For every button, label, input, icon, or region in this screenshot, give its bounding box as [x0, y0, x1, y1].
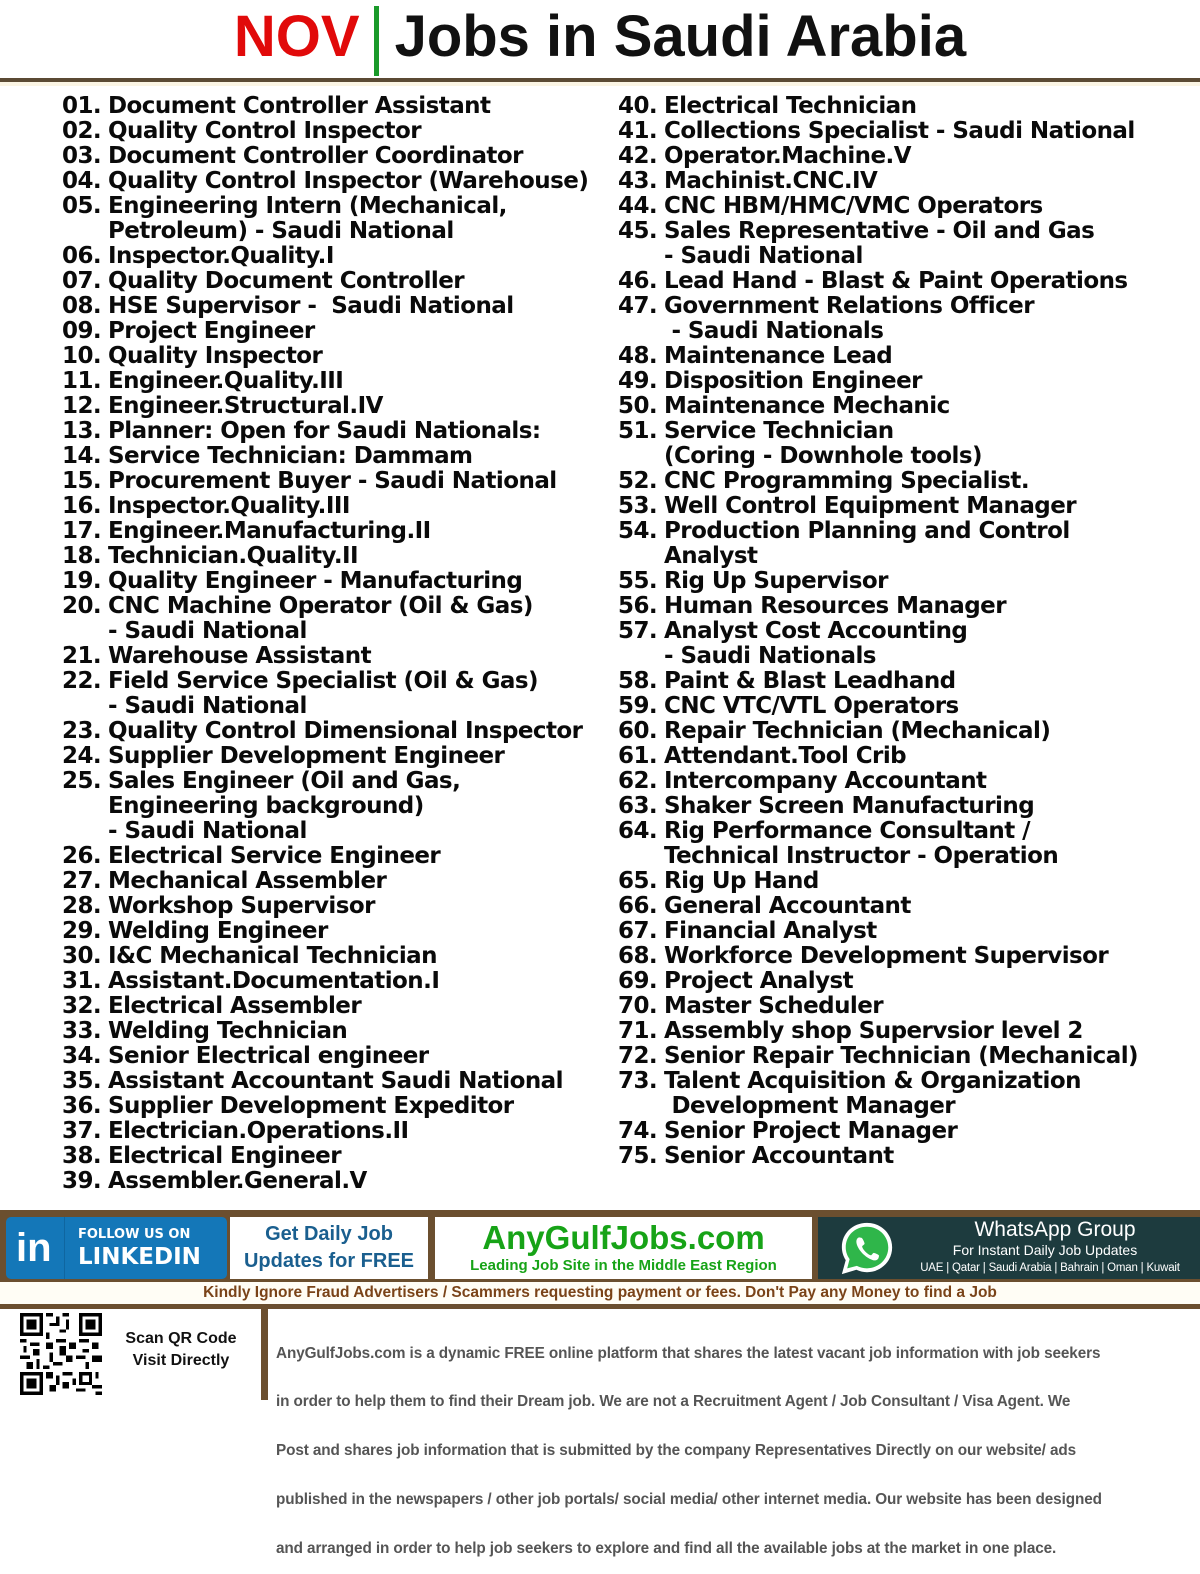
footer-vertical-divider — [261, 1309, 268, 1400]
qr-label-line2: Visit Directly — [132, 1352, 230, 1369]
job-title: - Saudi National — [108, 618, 307, 644]
job-number: 70. — [618, 993, 658, 1019]
job-number: 04. — [62, 168, 102, 194]
job-number: 16. — [62, 493, 102, 519]
job-list-item — [62, 669, 610, 694]
job-list-item — [618, 569, 1193, 594]
job-title: Assistant.Documentation.I — [108, 968, 440, 994]
job-number: 48. — [618, 343, 658, 369]
job-title: - Saudi National — [108, 693, 307, 719]
job-number: 72. — [618, 1043, 658, 1069]
job-title: I&C Mechanical Technician — [108, 943, 437, 969]
job-number: 64. — [618, 818, 658, 844]
job-list-item — [62, 1144, 610, 1169]
job-list-item — [618, 94, 1193, 119]
job-list-item — [618, 344, 1193, 369]
job-title: Well Control Equipment Manager — [664, 493, 1077, 519]
job-list-item — [62, 469, 610, 494]
job-title: Procurement Buyer - Saudi National — [108, 468, 557, 494]
job-number: 61. — [618, 743, 658, 769]
job-list-item — [62, 644, 610, 669]
job-title: Inspector.Quality.III — [108, 493, 350, 519]
site-logo-link[interactable] — [435, 1217, 812, 1279]
job-title: Assembler.General.V — [108, 1168, 367, 1194]
job-title: Electrical Service Engineer — [108, 843, 441, 869]
job-title: Service Technician — [664, 418, 894, 444]
job-title: Petroleum) - Saudi National — [108, 218, 454, 244]
job-title: Inspector.Quality.I — [108, 243, 334, 269]
job-number: 28. — [62, 893, 102, 919]
job-number: 55. — [618, 568, 658, 594]
job-title: CNC VTC/VTL Operators — [664, 693, 959, 719]
job-title: Project Engineer — [108, 318, 315, 344]
job-number: 33. — [62, 1018, 102, 1044]
job-title: Electrician.Operations.II — [108, 1118, 409, 1144]
job-number — [62, 219, 108, 244]
job-title: HSE Supervisor - Saudi National — [108, 293, 514, 319]
job-number: 14. — [62, 443, 102, 469]
job-number: 40. — [618, 93, 658, 119]
job-number: 29. — [62, 918, 102, 944]
job-list-item — [62, 194, 610, 219]
job-list-item — [62, 1119, 610, 1144]
job-list-item — [62, 869, 610, 894]
job-number: 50. — [618, 393, 658, 419]
company-brand: NOV — [233, 4, 360, 69]
job-number: 34. — [62, 1043, 102, 1069]
job-number: 47. — [618, 293, 658, 319]
job-list-item — [618, 1019, 1193, 1044]
job-list-item — [62, 994, 610, 1019]
whatsapp-title: WhatsApp Group — [974, 1218, 1136, 1241]
job-list-item — [62, 494, 610, 519]
linkedin-divider — [64, 1217, 65, 1279]
job-list-item — [618, 869, 1193, 894]
job-number: 05. — [62, 193, 102, 219]
job-title: Engineering Intern (Mechanical, — [108, 193, 507, 219]
job-title: Attendant.Tool Crib — [664, 743, 907, 769]
job-number: 46. — [618, 268, 658, 294]
job-number: 35. — [62, 1068, 102, 1094]
job-list-item — [62, 1094, 610, 1119]
job-list-item — [618, 619, 1193, 644]
job-number: 37. — [62, 1118, 102, 1144]
job-number: 07. — [62, 268, 102, 294]
job-number: 67. — [618, 918, 658, 944]
job-number: 42. — [618, 143, 658, 169]
job-number: 17. — [62, 518, 102, 544]
job-number: 44. — [618, 193, 658, 219]
job-list-item-continuation — [62, 619, 610, 644]
title-separator — [374, 6, 379, 76]
job-number: 08. — [62, 293, 102, 319]
job-number: 23. — [62, 718, 102, 744]
job-number: 75. — [618, 1143, 658, 1169]
job-title: Government Relations Officer — [664, 293, 1035, 319]
job-number — [62, 819, 108, 844]
disclaimer-line: in order to help them to find their Dream job. We are not a Recruitment Agent / Job Consultant / Visa Agent. We — [276, 1393, 1071, 1411]
job-list-item — [618, 119, 1193, 144]
job-list-item-continuation — [618, 444, 1193, 469]
job-number: 63. — [618, 793, 658, 819]
linkedin-follow-label: FOLLOW US ON — [78, 1227, 191, 1242]
job-number: 62. — [618, 768, 658, 794]
job-title: Senior Repair Technician (Mechanical) — [664, 1043, 1139, 1069]
job-title: Project Analyst — [664, 968, 854, 994]
job-list-item-continuation — [618, 319, 1193, 344]
page-heading: Jobs in Saudi Arabia — [394, 4, 967, 69]
job-number: 53. — [618, 493, 658, 519]
job-number: 54. — [618, 518, 658, 544]
job-title: Sales Representative - Oil and Gas — [664, 218, 1095, 244]
job-title: - Saudi National — [108, 818, 307, 844]
job-number: 36. — [62, 1093, 102, 1119]
job-title: Senior Electrical engineer — [108, 1043, 429, 1069]
job-title: Quality Document Controller — [108, 268, 465, 294]
job-title: Service Technician: Dammam — [108, 443, 473, 469]
job-list-item-continuation — [618, 644, 1193, 669]
job-title: Maintenance Lead — [664, 343, 893, 369]
job-list-item-continuation — [618, 844, 1193, 869]
job-number — [618, 544, 664, 569]
job-list-item-continuation — [62, 694, 610, 719]
job-number: 21. — [62, 643, 102, 669]
job-number — [62, 694, 108, 719]
job-title: CNC Programming Specialist. — [664, 468, 1030, 494]
job-list-item — [618, 1119, 1193, 1144]
job-title: Document Controller Assistant — [108, 93, 491, 119]
job-list-item — [618, 769, 1193, 794]
job-title: Quality Control Dimensional Inspector — [108, 718, 583, 744]
job-list-item — [618, 419, 1193, 444]
job-title: Talent Acquisition & Organization — [664, 1068, 1081, 1094]
job-list-item-continuation — [62, 219, 610, 244]
job-title: Rig Performance Consultant / — [664, 818, 1031, 844]
job-number: 24. — [62, 743, 102, 769]
job-title: Engineer.Structural.IV — [108, 393, 383, 419]
job-title: Engineer.Quality.III — [108, 368, 344, 394]
job-list-item — [62, 969, 610, 994]
disclaimer-line: published in the newspapers / other job portals/ social media/ other internet media. Our website has been designed — [276, 1491, 1102, 1509]
job-list-item — [618, 1069, 1193, 1094]
job-title: Supplier Development Engineer — [108, 743, 505, 769]
job-number: 68. — [618, 943, 658, 969]
fraud-warning: Kindly Ignore Fraud Advertisers / Scammers requesting payment or fees. Don't Pay any Money to find a Job — [0, 1282, 1200, 1304]
job-number: 49. — [618, 368, 658, 394]
job-number: 41. — [618, 118, 658, 144]
job-number: 15. — [62, 468, 102, 494]
job-list-item — [618, 369, 1193, 394]
job-list-item — [62, 569, 610, 594]
job-list-item — [618, 294, 1193, 319]
job-number: 39. — [62, 1168, 102, 1194]
job-number — [618, 244, 664, 269]
linkedin-label: LINKEDIN — [78, 1244, 201, 1270]
job-list-item — [62, 144, 610, 169]
job-title: Production Planning and Control — [664, 518, 1070, 544]
site-name: AnyGulfJobs.com — [482, 1219, 765, 1256]
job-number: 45. — [618, 218, 658, 244]
whatsapp-group-button[interactable] — [818, 1217, 1200, 1279]
job-number: 01. — [62, 93, 102, 119]
job-number: 25. — [62, 768, 102, 794]
job-number: 65. — [618, 868, 658, 894]
job-title: Paint & Blast Leadhand — [664, 668, 956, 694]
job-title: Quality Control Inspector (Warehouse) — [108, 168, 589, 194]
job-number: 27. — [62, 868, 102, 894]
job-number: 11. — [62, 368, 102, 394]
job-title: Assistant Accountant Saudi National — [108, 1068, 563, 1094]
daily-updates-line1: Get Daily Job — [265, 1223, 393, 1245]
job-list-item — [62, 944, 610, 969]
job-title: Operator.Machine.V — [664, 143, 911, 169]
job-list-item — [618, 594, 1193, 619]
job-list-item — [618, 1144, 1193, 1169]
job-list-item — [62, 119, 610, 144]
whatsapp-subtitle: For Instant Daily Job Updates — [952, 1242, 1138, 1258]
job-title: Rig Up Hand — [664, 868, 819, 894]
job-title: Maintenance Mechanic — [664, 393, 950, 419]
job-number: 02. — [62, 118, 102, 144]
promo-banner — [0, 1214, 1200, 1282]
job-list-item — [62, 1044, 610, 1069]
linkedin-follow-button[interactable] — [6, 1217, 227, 1279]
job-list-item — [62, 919, 610, 944]
job-list-item — [618, 819, 1193, 844]
qr-code-icon[interactable] — [20, 1313, 102, 1395]
job-list-item — [62, 1169, 610, 1194]
job-number: 30. — [62, 943, 102, 969]
job-list-item — [618, 794, 1193, 819]
whatsapp-icon — [838, 1220, 896, 1278]
job-title: Development Manager — [664, 1093, 956, 1119]
job-title: Engineer.Manufacturing.II — [108, 518, 431, 544]
footer-divider — [0, 1304, 1200, 1309]
job-number: 13. — [62, 418, 102, 444]
job-list-item — [62, 319, 610, 344]
job-number: 26. — [62, 843, 102, 869]
whatsapp-countries: UAE | Qatar | Saudi Arabia | Bahrain | Oman | Kuwait — [920, 1262, 1180, 1274]
job-title: Repair Technician (Mechanical) — [664, 718, 1051, 744]
job-list-item — [62, 169, 610, 194]
job-number: 66. — [618, 893, 658, 919]
job-number: 56. — [618, 593, 658, 619]
job-number: 74. — [618, 1118, 658, 1144]
job-list-item — [618, 894, 1193, 919]
job-title: Welding Engineer — [108, 918, 328, 944]
job-number — [618, 319, 664, 344]
job-number: 31. — [62, 968, 102, 994]
job-title: Warehouse Assistant — [108, 643, 372, 669]
job-title: - Saudi Nationals — [664, 643, 876, 669]
job-title: - Saudi Nationals — [664, 318, 884, 344]
job-number: 20. — [62, 593, 102, 619]
job-list-left — [62, 94, 610, 1194]
job-title: Workshop Supervisor — [108, 893, 375, 919]
job-list-item — [62, 1019, 610, 1044]
job-number: 03. — [62, 143, 102, 169]
job-title: Document Controller Coordinator — [108, 143, 523, 169]
job-list-item — [618, 969, 1193, 994]
job-list-item — [618, 469, 1193, 494]
job-number — [618, 844, 664, 869]
job-list-item — [62, 744, 610, 769]
job-title: Engineering background) — [108, 793, 424, 819]
job-title: Analyst Cost Accounting — [664, 618, 968, 644]
job-number: 52. — [618, 468, 658, 494]
job-list-item — [62, 844, 610, 869]
job-title: Workforce Development Supervisor — [664, 943, 1109, 969]
job-list-item — [62, 544, 610, 569]
job-title: Electrical Engineer — [108, 1143, 341, 1169]
job-title: Electrical Assembler — [108, 993, 362, 1019]
job-title: - Saudi National — [664, 243, 863, 269]
job-number — [618, 1094, 664, 1119]
job-title: Shaker Screen Manufacturing — [664, 793, 1035, 819]
job-number: 32. — [62, 993, 102, 1019]
job-title: Welding Technician — [108, 1018, 348, 1044]
job-list-item — [618, 744, 1193, 769]
job-title: CNC HBM/HMC/VMC Operators — [664, 193, 1043, 219]
job-list-item — [62, 594, 610, 619]
job-title: Machinist.CNC.IV — [664, 168, 878, 194]
job-title: Collections Specialist - Saudi National — [664, 118, 1135, 144]
job-title: Electrical Technician — [664, 93, 917, 119]
job-list-item — [62, 244, 610, 269]
job-list-item-continuation — [618, 244, 1193, 269]
job-title: Sales Engineer (Oil and Gas, — [108, 768, 461, 794]
job-list-item — [618, 394, 1193, 419]
job-list-item — [618, 669, 1193, 694]
job-list-item-continuation — [618, 1094, 1193, 1119]
job-title: Intercompany Accountant — [664, 768, 987, 794]
job-list-item — [62, 719, 610, 744]
job-title: Planner: Open for Saudi Nationals: — [108, 418, 541, 444]
job-list-item — [62, 294, 610, 319]
linkedin-icon: in — [16, 1226, 52, 1270]
job-list-item — [62, 519, 610, 544]
job-list-item — [618, 269, 1193, 294]
job-number: 10. — [62, 343, 102, 369]
job-number — [618, 444, 664, 469]
job-title: Lead Hand - Blast & Paint Operations — [664, 268, 1128, 294]
job-title: (Coring - Downhole tools) — [664, 443, 982, 469]
job-list-item — [618, 694, 1193, 719]
page-title — [0, 2, 1200, 76]
disclaimer-text — [276, 1313, 1196, 1574]
job-title: Field Service Specialist (Oil & Gas) — [108, 668, 539, 694]
job-title: CNC Machine Operator (Oil & Gas) — [108, 593, 533, 619]
job-title: Analyst — [664, 543, 758, 569]
job-list-item — [618, 919, 1193, 944]
job-list-item-continuation — [62, 794, 610, 819]
daily-updates-box — [230, 1217, 428, 1279]
job-list-item — [618, 494, 1193, 519]
job-list-item-continuation — [62, 819, 610, 844]
site-tagline: Leading Job Site in the Middle East Region — [470, 1257, 777, 1274]
qr-label-line1: Scan QR Code — [125, 1330, 237, 1347]
job-number: 12. — [62, 393, 102, 419]
job-number: 19. — [62, 568, 102, 594]
job-list-item — [62, 94, 610, 119]
header-divider-shadow — [0, 82, 1200, 86]
daily-updates-line2: Updates for FREE — [243, 1250, 415, 1272]
job-title: Human Resources Manager — [664, 593, 1006, 619]
job-title: Quality Engineer - Manufacturing — [108, 568, 523, 594]
job-list-item — [618, 944, 1193, 969]
job-list-item — [618, 219, 1193, 244]
job-number: 09. — [62, 318, 102, 344]
job-title: Senior Project Manager — [664, 1118, 958, 1144]
disclaimer-line: and arranged in order to help job seekers to explore and find all the available jobs at the market in one place. — [276, 1540, 1057, 1558]
job-number: 60. — [618, 718, 658, 744]
job-list-item — [618, 169, 1193, 194]
job-number — [618, 644, 664, 669]
job-list-item — [62, 1069, 610, 1094]
job-title: Quality Inspector — [108, 343, 323, 369]
job-title: Supplier Development Expeditor — [108, 1093, 514, 1119]
job-list-item — [62, 444, 610, 469]
job-number: 59. — [618, 693, 658, 719]
job-number: 38. — [62, 1143, 102, 1169]
job-number: 58. — [618, 668, 658, 694]
job-number: 73. — [618, 1068, 658, 1094]
job-list-item — [618, 519, 1193, 544]
job-title: Assembly shop Supervsior level 2 — [664, 1018, 1083, 1044]
job-list-right — [618, 94, 1193, 1169]
job-number — [62, 619, 108, 644]
job-list-item — [618, 719, 1193, 744]
job-list-item — [618, 194, 1193, 219]
job-title: Rig Up Supervisor — [664, 568, 888, 594]
job-number — [62, 794, 108, 819]
disclaimer-line: AnyGulfJobs.com is a dynamic FREE online platform that shares the latest vacant job information with job seekers — [276, 1344, 1101, 1362]
job-number: 69. — [618, 968, 658, 994]
job-title: General Accountant — [664, 893, 911, 919]
job-number: 71. — [618, 1018, 658, 1044]
job-number: 57. — [618, 618, 658, 644]
job-number: 51. — [618, 418, 658, 444]
job-title: Disposition Engineer — [664, 368, 922, 394]
job-title: Senior Accountant — [664, 1143, 894, 1169]
job-title: Mechanical Assembler — [108, 868, 387, 894]
job-list-item-continuation — [618, 544, 1193, 569]
job-list-item — [618, 1044, 1193, 1069]
job-list-item — [62, 394, 610, 419]
job-title: Technician.Quality.II — [108, 543, 359, 569]
job-number: 06. — [62, 243, 102, 269]
job-title: Financial Analyst — [664, 918, 877, 944]
job-list-item — [62, 419, 610, 444]
job-title: Quality Control Inspector — [108, 118, 422, 144]
job-list-item — [62, 369, 610, 394]
job-list-item — [62, 269, 610, 294]
qr-label — [110, 1328, 252, 1372]
job-title: Master Scheduler — [664, 993, 884, 1019]
job-title: Technical Instructor - Operation — [664, 843, 1059, 869]
job-list-item — [618, 994, 1193, 1019]
job-list-item — [62, 344, 610, 369]
job-number: 22. — [62, 668, 102, 694]
job-number: 43. — [618, 168, 658, 194]
job-list-item — [62, 769, 610, 794]
job-number: 18. — [62, 543, 102, 569]
job-list-item — [618, 144, 1193, 169]
job-list-item — [62, 894, 610, 919]
disclaimer-line: Post and shares job information that is submitted by the company Representatives Directly on our website/ ads — [276, 1442, 1077, 1460]
page-header — [0, 0, 1200, 78]
